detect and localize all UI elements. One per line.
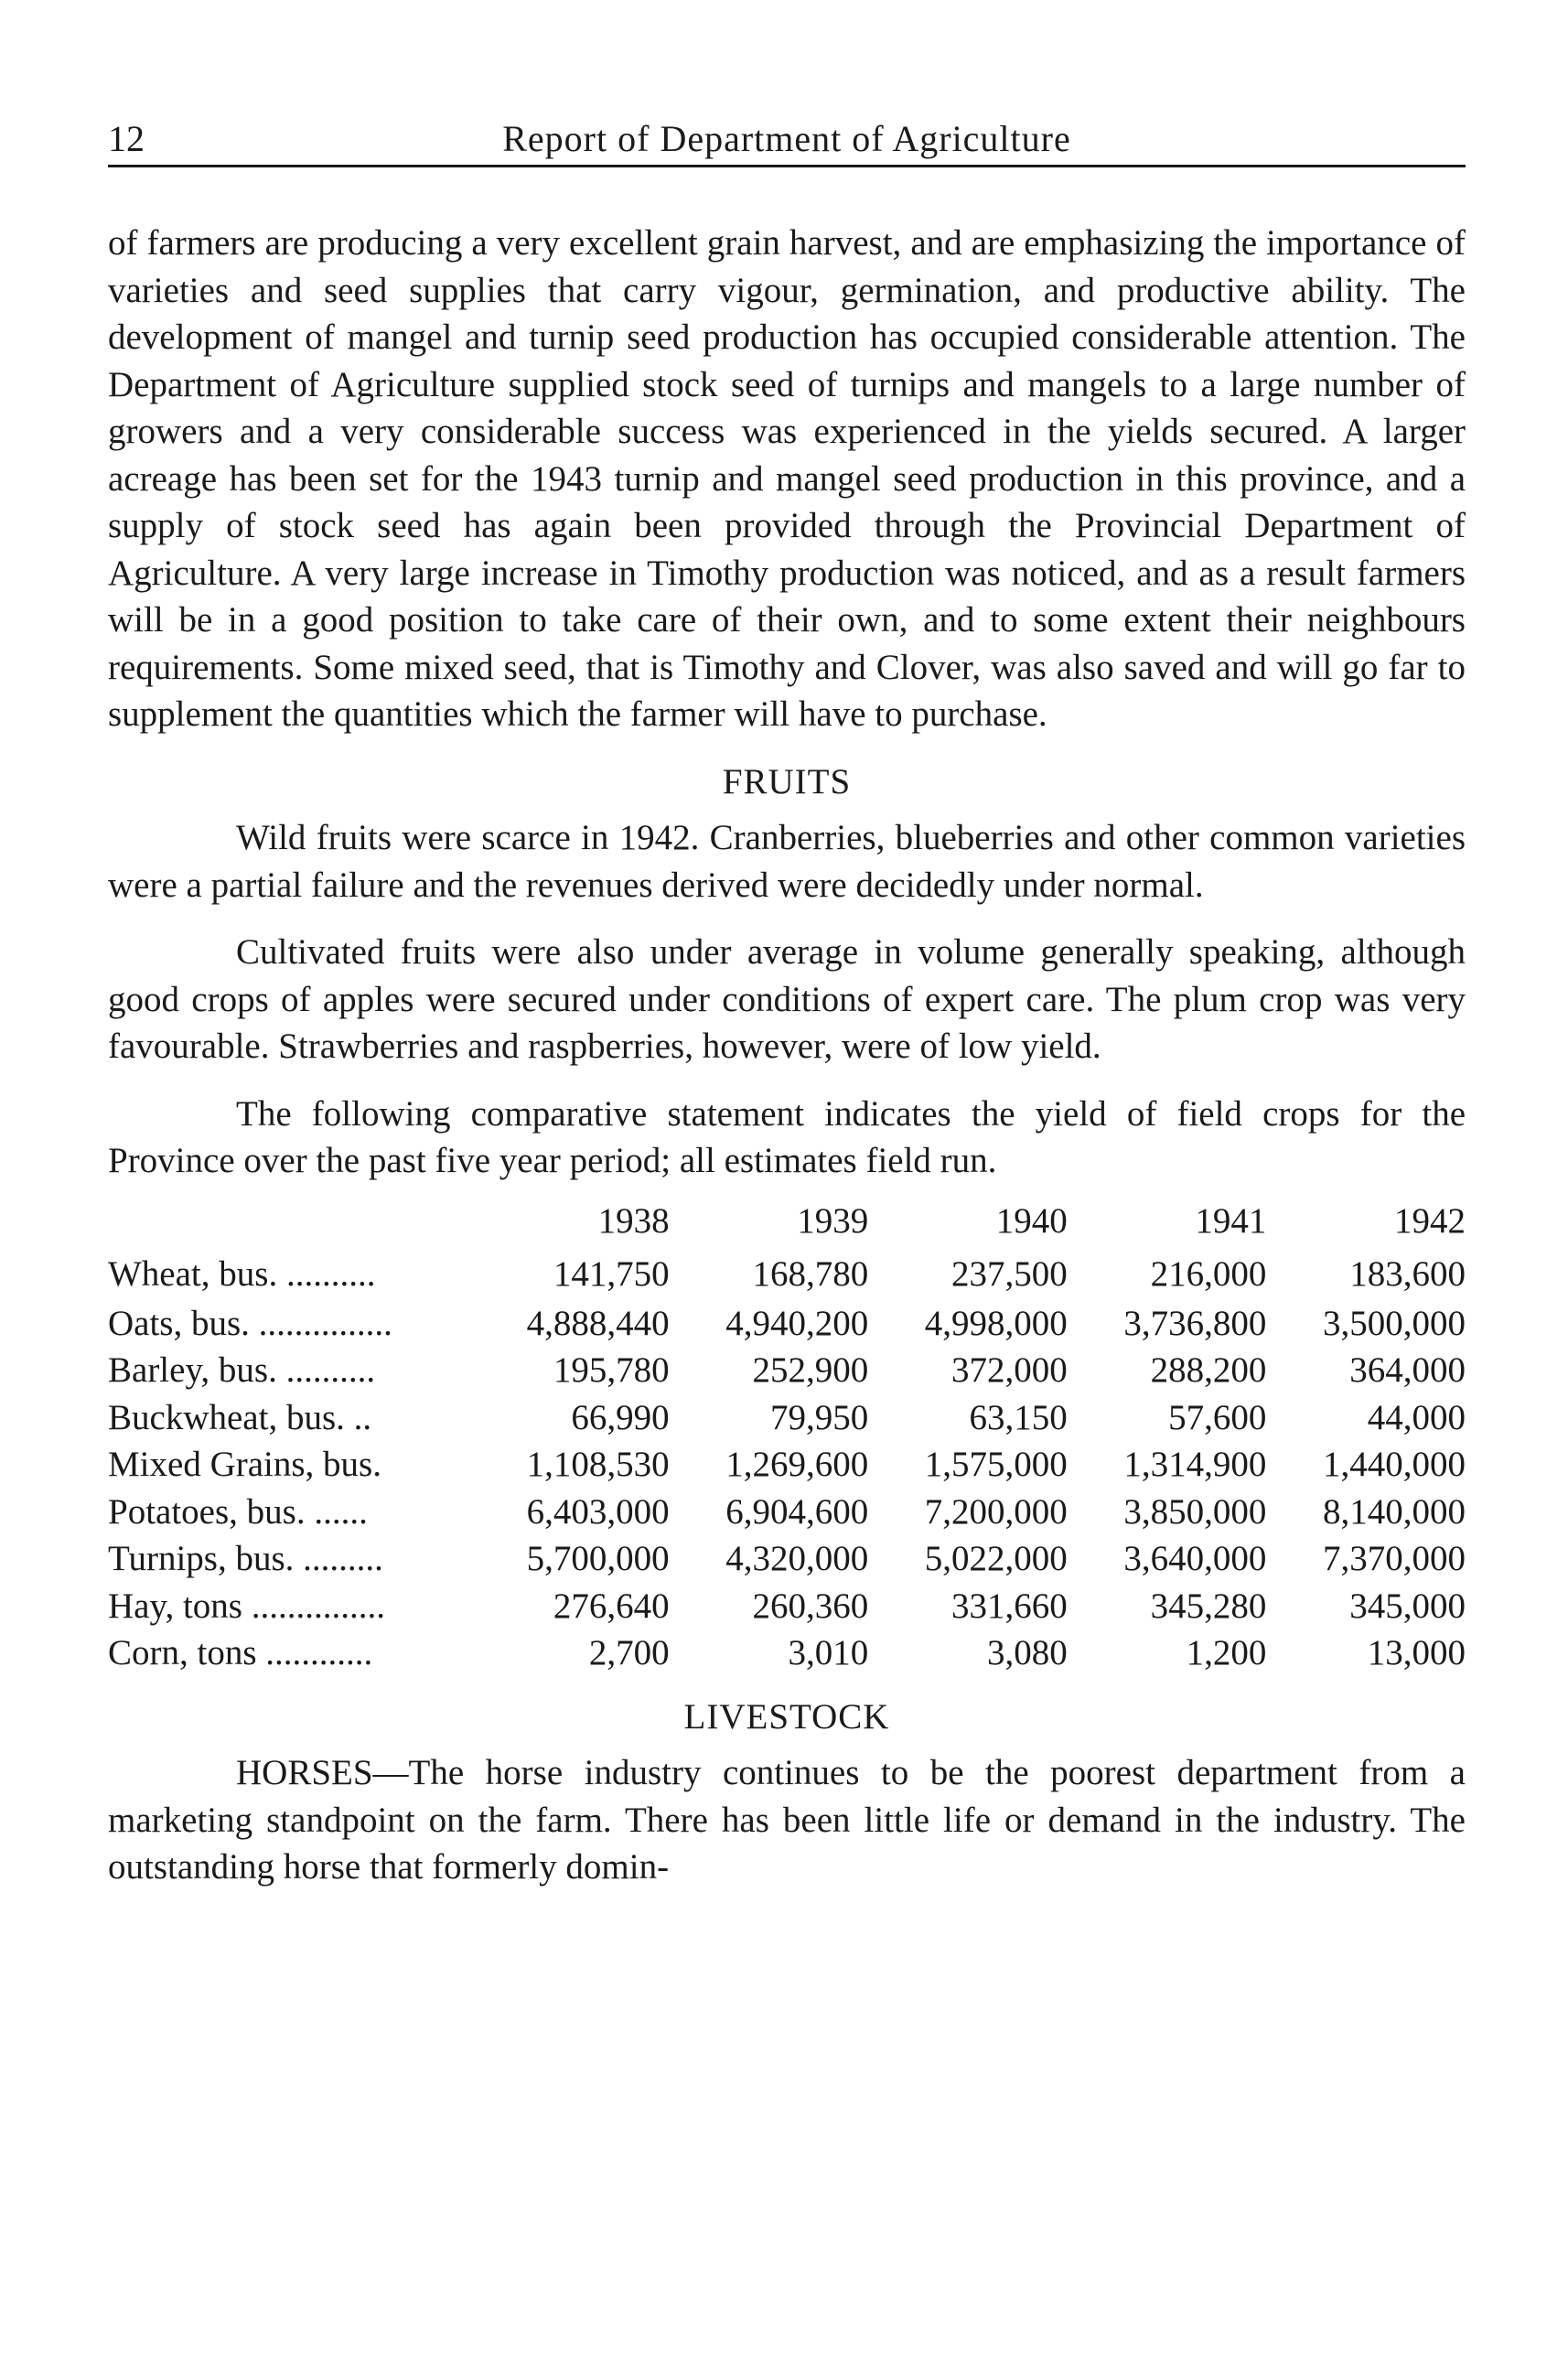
crop-value-cell: 3,080	[987, 1633, 1068, 1672]
livestock-paragraph: HORSES—The horse industry continues to be the poorest department from a marketing standpoint on the farm. There has been little life or demand in the industry. The outstanding horse that formerly domin-	[108, 1753, 1466, 1887]
crop-value-cell: 183,600	[1349, 1253, 1466, 1294]
crop-value-cell: 276,640	[553, 1586, 670, 1626]
year-header: 1940	[995, 1200, 1068, 1241]
fruits-paragraph-1: Wild fruits were scarce in 1942. Cranberries, blueberries and other common varieties were a partial failure and the revenues derived were decidedly under normal.	[108, 818, 1466, 905]
fruits-paragraph-2: Cultivated fruits were also under average in volume generally speaking, although good crops of apples were secured under conditions of expert care. The plum crop was very favourable. Strawberries and raspberries, however, were of low yield.	[108, 932, 1466, 1066]
table-row	[108, 1489, 1466, 1536]
crop-value-cell: 4,940,200	[725, 1303, 869, 1343]
crop-value-cell: 1,269,600	[725, 1445, 869, 1484]
crop-value-cell: 79,950	[769, 1397, 869, 1437]
table-row	[108, 1441, 1466, 1489]
crop-value-cell: 4,320,000	[725, 1539, 869, 1578]
crop-yield-table	[108, 1194, 1466, 1677]
crop-label: Potatoes, bus. ......	[108, 1491, 368, 1532]
table-row	[108, 1394, 1466, 1442]
year-header: 1939	[797, 1200, 869, 1241]
crop-value-cell: 8,140,000	[1323, 1491, 1466, 1532]
crop-value-cell: 1,314,900	[1123, 1445, 1267, 1484]
crop-label: Turnips, bus. .........	[108, 1539, 383, 1578]
livestock-heading: LIVESTOCK	[683, 1696, 890, 1737]
crop-value-cell: 345,000	[1349, 1586, 1466, 1626]
crop-value-cell: 364,000	[1349, 1350, 1466, 1390]
crop-value-cell: 4,998,000	[924, 1303, 1068, 1343]
crop-value-cell: 195,780	[553, 1350, 670, 1390]
table-row	[108, 1249, 1466, 1300]
crop-value-cell: 252,900	[752, 1350, 869, 1390]
crop-value-cell: 1,108,530	[526, 1445, 670, 1484]
crop-value-cell: 44,000	[1367, 1397, 1466, 1437]
year-header: 1941	[1195, 1200, 1267, 1241]
crop-value-cell: 372,000	[951, 1350, 1068, 1390]
page-header	[108, 112, 1466, 167]
crop-label: Hay, tons ...............	[108, 1586, 385, 1626]
crop-value-cell: 13,000	[1367, 1633, 1466, 1672]
intro-paragraph: of farmers are producing a very excellent grain harvest, and are emphasizing the importance of varieties and seed supplies that carry vigour, germination, and productive ability. The development of mangel and turnip seed production has occupied considerable attention. The Department of Agriculture supplied stock seed of turnips and mangels to a large number of growers and a very considerable success was experienced in the yields secured. A larger acreage has been set for the 1943 turnip and mangel seed production in this province, and a supply of stock seed has again been provided through the Provincial Department of Agriculture. A very large increase in Timothy production was noticed, and as a result farmers will be in a good position to take care of their own, and to some extent their neighbours requirements. Some mixed seed, that is Timothy and Clover, was also saved and will go far to supplement the quantities which the farmer will have to purchase.	[108, 223, 1466, 734]
crop-label: Barley, bus. ..........	[108, 1350, 376, 1390]
crop-value-cell: 3,010	[788, 1633, 869, 1672]
crop-value-cell: 6,403,000	[526, 1491, 670, 1532]
page-number: 12	[108, 118, 145, 159]
crop-label: Corn, tons ............	[108, 1633, 373, 1672]
fruits-heading: FRUITS	[722, 761, 852, 801]
crop-value-cell: 66,990	[571, 1397, 670, 1437]
crop-value-cell: 216,000	[1150, 1253, 1267, 1294]
table-row	[108, 1629, 1466, 1677]
table-row	[108, 1300, 1466, 1348]
crop-value-cell: 168,780	[752, 1253, 869, 1294]
crop-value-cell: 57,600	[1168, 1397, 1267, 1437]
year-header: 1938	[597, 1200, 670, 1241]
fruits-paragraph-3: The following comparative statement indicates the yield of field crops for the Province over the past five year period; all estimates field run.	[108, 1093, 1466, 1180]
crop-value-cell: 2,700	[588, 1633, 670, 1672]
table-row	[108, 1347, 1466, 1394]
table-header-row	[108, 1194, 1466, 1249]
crop-value-cell: 331,660	[951, 1586, 1068, 1626]
crop-label: Mixed Grains, bus.	[108, 1445, 381, 1484]
crop-value-cell: 1,575,000	[924, 1445, 1068, 1484]
crop-value-cell: 1,200	[1186, 1633, 1267, 1672]
crop-value-cell: 237,500	[951, 1253, 1068, 1294]
crop-value-cell: 5,022,000	[924, 1539, 1068, 1578]
crop-value-cell: 3,640,000	[1123, 1539, 1267, 1578]
page-body	[108, 220, 1466, 1891]
crop-label: Wheat, bus. ..........	[108, 1253, 376, 1294]
crop-value-cell: 141,750	[553, 1253, 670, 1294]
crop-value-cell: 3,500,000	[1323, 1303, 1466, 1343]
crop-value-cell: 4,888,440	[526, 1303, 670, 1343]
table-row	[108, 1583, 1466, 1630]
crop-value-cell: 7,200,000	[924, 1491, 1068, 1532]
crop-value-cell: 3,850,000	[1123, 1491, 1267, 1532]
running-title: Report of Department of Agriculture	[502, 118, 1071, 159]
crop-value-cell: 63,150	[969, 1397, 1068, 1437]
crop-value-cell: 6,904,600	[725, 1491, 869, 1532]
crop-value-cell: 7,370,000	[1323, 1539, 1466, 1578]
crop-label: Buckwheat, bus. ..	[108, 1397, 372, 1437]
crop-value-cell: 260,360	[752, 1586, 869, 1626]
table-row	[108, 1535, 1466, 1583]
crop-value-cell: 288,200	[1150, 1350, 1267, 1390]
crop-value-cell: 345,280	[1150, 1586, 1267, 1626]
crop-value-cell: 1,440,000	[1323, 1445, 1466, 1484]
year-header: 1942	[1394, 1200, 1466, 1241]
crop-value-cell: 3,736,800	[1123, 1303, 1267, 1343]
crop-label: Oats, bus. ...............	[108, 1303, 392, 1343]
crop-value-cell: 5,700,000	[526, 1539, 670, 1578]
